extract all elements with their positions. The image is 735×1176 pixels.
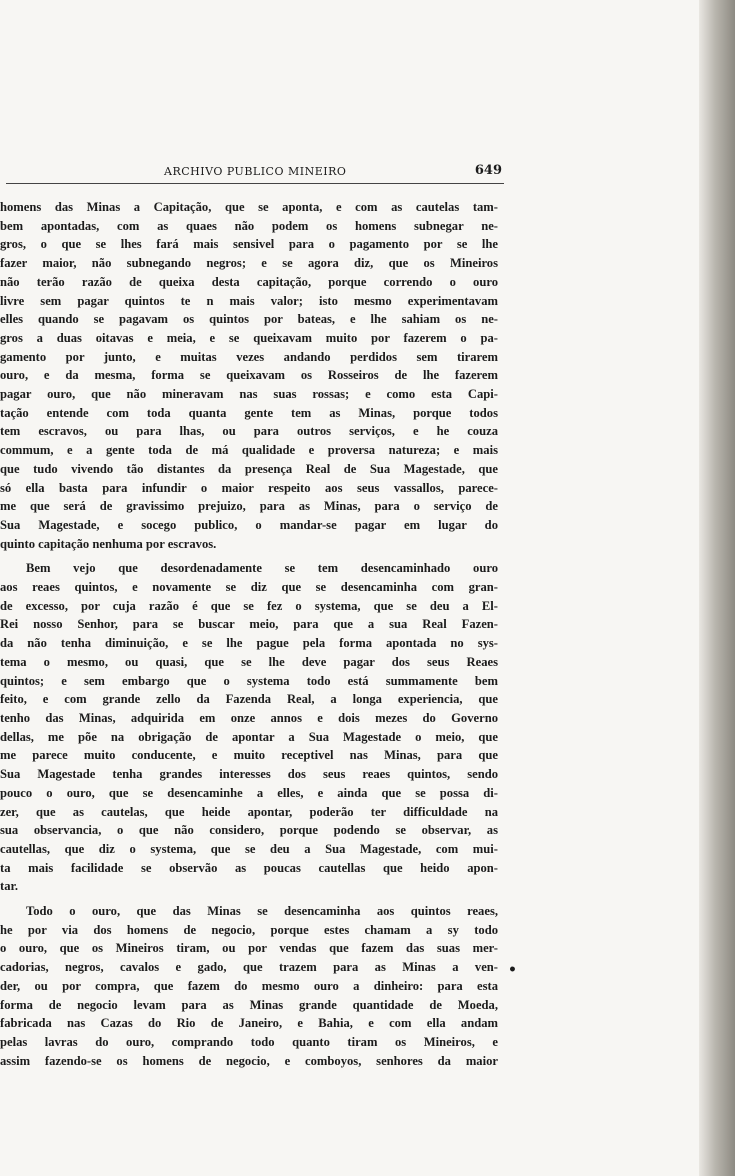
- text-line: tenho das Minas, adquirida em onze annos e dois mezes do Governo: [0, 710, 498, 725]
- text-line: commum, e a gente toda de má qualidade e proversa natureza; e mais: [0, 443, 498, 458]
- paragraph-1: [0, 198, 498, 553]
- text-line: Sua Magestade, e socego publico, o mandar-se pagar em lugar do: [0, 517, 498, 532]
- text-line: da não tenha diminuição, e se lhe pague pela forma apontada no sys-: [0, 636, 498, 651]
- text-line: cadorias, negros, cavalos e gado, que trazem para as Minas a ven-: [0, 960, 498, 975]
- text-line: dellas, me põe na obrigação de apontar a Sua Magestade o meio, que: [0, 729, 498, 744]
- text-line: ta mais facilidade se observão as poucas cautellas que heido apon-: [0, 860, 498, 875]
- page-number: 649: [474, 163, 502, 178]
- text-line: Todo o ouro, que das Minas se desencaminha aos quintos reaes,: [26, 904, 498, 919]
- text-line: feito, e com grande zello da Fazenda Real, a longa experiencia, que: [0, 692, 498, 707]
- text-line: zer, que as cautelas, que heide apontar, poderão ter difficuldade na: [0, 804, 498, 819]
- text-line: sua observancia, o que não considero, porque podendo se observar, as: [0, 823, 498, 838]
- text-line: gros, o que se lhes fará mais sensivel para o pagamento por se lhe: [0, 237, 498, 252]
- text-line: gros a duas oitavas e meia, e se queixavam muito por fazerem o pa-: [0, 330, 498, 345]
- text-line: que tudo vivendo tão distantes da presença Real de Sua Magestade, que: [0, 461, 498, 476]
- paragraph-3: [0, 902, 498, 1070]
- margin-mark: •: [508, 962, 517, 978]
- text-line: cautellas, que diz o systema, que se deu a Sua Magestade, com mui-: [0, 841, 498, 856]
- body-text: [0, 198, 498, 1070]
- text-line: bem apontadas, com as quaes não podem os homens subnegar ne-: [0, 218, 498, 233]
- text-line: tação entende com toda quanta gente tem as Minas, porque todos: [0, 405, 498, 420]
- text-line: só ella basta para infundir o maior respeito aos seus vassallos, parece-: [0, 480, 498, 495]
- text-line: pagar ouro, que não mineravam nas suas rossas; e como esta Capi-: [0, 387, 498, 402]
- text-line: Sua Magestade tenha grandes interesses dos seus reaes quintos, sendo: [0, 767, 498, 782]
- text-line: não terão razão de queixa desta capitação, porque correndo o ouro: [0, 274, 498, 289]
- text-line: de excesso, por cuja razão é que se fez o systema, que se deu a El-: [0, 598, 498, 613]
- text-line: fazer maior, não subnegando negros; e se agora diz, que os Mineiros: [0, 256, 498, 271]
- text-line: tem escravos, ou para lhas, ou para outros serviços, e he couza: [0, 424, 498, 439]
- text-line: ouro, e da mesma, forma se queixavam os Rosseiros de lhe fazerem: [0, 368, 498, 383]
- text-line: elles quando se pagavam os quintos por bateas, e lhe sahiam os ne-: [0, 312, 498, 327]
- text-line: quintos; e sem embargo que o systema todo está summamente bem: [0, 673, 498, 688]
- text-line: tema o mesmo, ou quasi, que se lhe deve pagar dos seus Reaes: [0, 654, 498, 669]
- text-line: fabricada nas Cazas do Rio de Janeiro, e Bahia, e com ella andam: [0, 1016, 498, 1031]
- paragraph-2: [0, 559, 498, 896]
- text-line: me parece muito conducente, e muito receptivel nas Minas, para que: [0, 748, 498, 763]
- running-header: [6, 163, 504, 184]
- page-edge-shadow: [699, 0, 735, 1176]
- text-line: me que será de gravissimo prejuizo, para as Minas, para o serviço de: [0, 499, 498, 514]
- text-line: tar.: [0, 879, 19, 894]
- text-line: gamento por junto, e muitas vezes andando perdidos sem tirarem: [0, 349, 498, 364]
- text-line: der, ou por compra, que fazem do mesmo ouro a dinheiro: para esta: [0, 978, 498, 993]
- text-line: pouco o ouro, que se desencaminhe a elles, e ainda que se possa di-: [0, 785, 498, 800]
- text-line: aos reaes quintos, e novamente se diz que se desencaminha com gran-: [0, 580, 498, 595]
- text-line: pelas lavras do ouro, comprando todo quanto tiram os Mineiros, e: [0, 1034, 498, 1049]
- text-line: forma de negocio levam para as Minas grande quantidade de Moeda,: [0, 997, 498, 1012]
- text-line: homens das Minas a Capitação, que se aponta, e com as cautelas tam-: [0, 200, 498, 214]
- text-line: livre sem pagar quintos te n mais valor; isto mesmo experimentavam: [0, 293, 498, 308]
- text-line: Rei nosso Senhor, para se buscar meio, para que a sua Real Fazen-: [0, 617, 498, 632]
- text-line: Bem vejo que desordenadamente se tem desencaminhado ouro: [26, 561, 498, 576]
- text-line: he por via dos homens de negocio, porque estes chamam a sy todo: [0, 922, 498, 937]
- running-title: ARCHIVO PUBLICO MINEIRO: [164, 165, 347, 178]
- text-line: o ouro, que os Mineiros tiram, ou por vendas que fazem das suas mer-: [0, 941, 498, 956]
- text-line: assim fazendo-se os homens de negocio, e comboyos, senhores da maior: [0, 1053, 498, 1068]
- text-line: quinto capitação nenhuma por escravos.: [0, 536, 217, 551]
